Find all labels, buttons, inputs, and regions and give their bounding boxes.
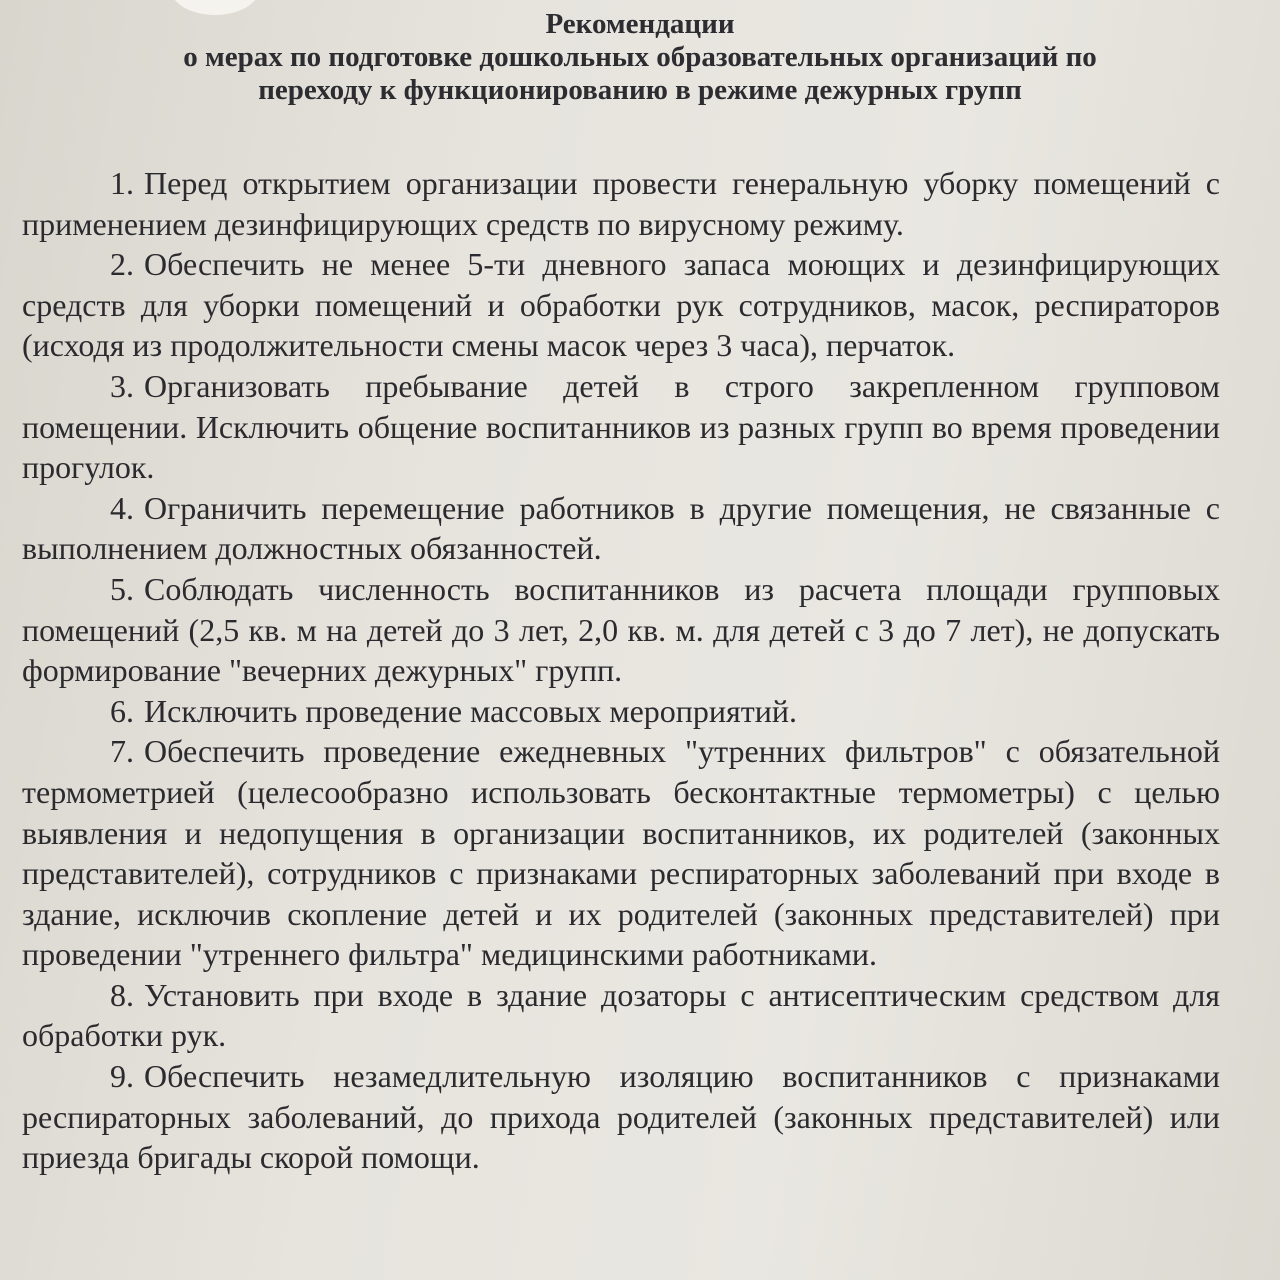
item-text: Соблюдать численность воспитанников из расчета площади групповых помещений (2,5 кв. м на детей до 3 лет, 2,0 кв. м. для детей с 3 до 7 лет), не допускать формирование "вечерних дежурных" групп. [22, 570, 1220, 689]
list-item-3 [22, 366, 1220, 488]
item-text: Исключить проведение массовых мероприятий. [144, 692, 797, 729]
item-number: 5. [110, 570, 134, 607]
item-number: 4. [110, 489, 134, 526]
title-line-3: переходу к функционированию в режиме дежурных групп [258, 74, 1022, 106]
item-text: Обеспечить проведение ежедневных "утренних фильтров" с обязательной термометрией (целесообразно использовать бесконтактные термометры) с целью выявления и недопущения в организации воспитанников, их родителей (законных представителей), сотрудников с признаками респираторных заболеваний при входе в здание, исключив скопление детей и их родителей (законных представителей) при проведении "утреннего фильтра" медицинскими работниками. [22, 733, 1220, 973]
item-number: 7. [110, 733, 134, 770]
list-item-7 [22, 731, 1220, 975]
list-item-1 [22, 163, 1220, 244]
item-number: 8. [110, 976, 134, 1013]
item-number: 1. [110, 165, 134, 201]
item-text: Организовать пребывание детей в строго закрепленном групповом помещении. Исключить общение воспитанников из разных групп во время проведении прогулок. [22, 367, 1220, 486]
list-item-9 [22, 1056, 1220, 1178]
item-text: Перед открытием организации провести генеральную уборку помещений с применением дезинфицирующих средств по вирусному режиму. [22, 165, 1220, 242]
list-item-2 [22, 244, 1220, 366]
item-text: Обеспечить незамедлительную изоляцию воспитанников с признаками респираторных заболеваний, до прихода родителей (законных представителей) или приезда бригады скорой помощи. [22, 1058, 1220, 1176]
title-line-2: о мерах по подготовке дошкольных образовательных организаций по [183, 41, 1097, 73]
item-text: Ограничить перемещение работников в другие помещения, не связанные с выполнением должностных обязанностей. [22, 489, 1220, 567]
item-number: 2. [110, 246, 134, 283]
list-item-5 [22, 569, 1220, 691]
title-line-1: Рекомендации [545, 8, 735, 40]
list-item-4 [22, 488, 1220, 569]
document-body [22, 163, 1220, 1178]
item-text: Обеспечить не менее 5-ти дневного запаса моющих и дезинфицирующих средств для уборки помещений и обработки рук сотрудников, масок, респираторов (исходя из продолжительности смены масок через 3 часа), перчаток. [22, 246, 1220, 364]
item-number: 6. [110, 692, 134, 729]
list-item-8 [22, 975, 1220, 1056]
list-item-6 [22, 691, 1220, 732]
document-title [0, 8, 1280, 107]
item-text: Установить при входе в здание дозаторы с антисептическим средством для обработки рук. [22, 976, 1220, 1054]
item-number: 9. [110, 1058, 134, 1095]
item-number: 3. [110, 367, 134, 404]
